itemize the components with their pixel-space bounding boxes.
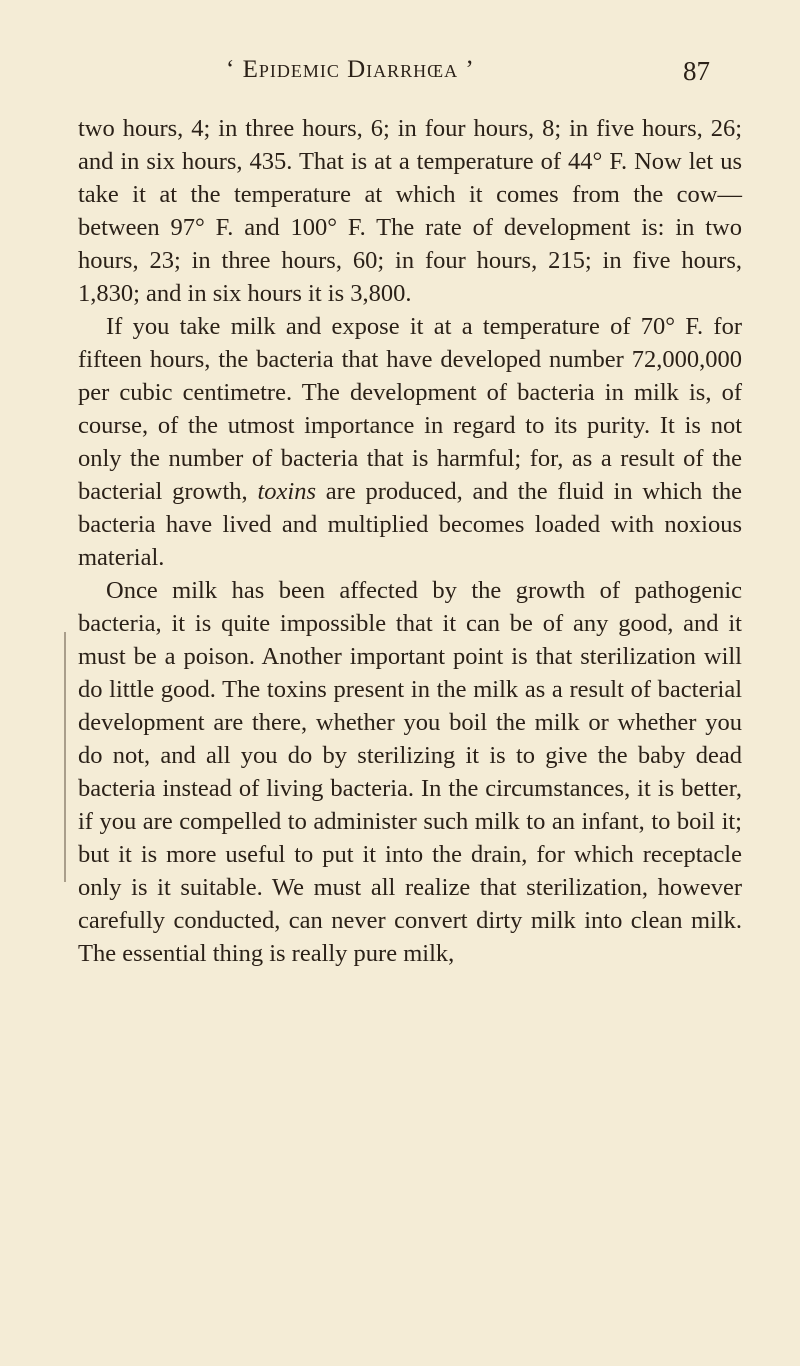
paragraph-2: [78, 310, 742, 574]
paragraph-2-part-2: are produced, and the fluid in which the bacteria have lived and multiplied becomes loaded with noxious material.: [78, 478, 742, 571]
running-head: [0, 56, 800, 96]
paragraph-2-part-1: If you take milk and expose it at a temperature of 70° F. for fifteen hours, the bacteria that have developed number 72,000,000 per cubic centimetre. The development of bacteria in milk is, of course, of the utmost importance in regard to its purity. It is not only the number of bacteria that is harmful; for, as a result of the bacterial growth,: [78, 313, 742, 505]
page-number: 87: [683, 56, 710, 86]
italic-word-toxins: toxins: [257, 478, 316, 505]
margin-binding-line: [64, 632, 66, 882]
running-title: ‘ Epidemic Diarrhœa ’: [226, 56, 475, 83]
paragraph-3: Once milk has been affected by the growth of pathogenic bacteria, it is quite impossible that it can be of any good, and it must be a poison. Another important point is that sterilization will do little good. The toxins present in the milk as a result of bacterial development are there, whether you boil the milk or whether you do not, and all you do by sterilizing it is to give the baby dead bacteria instead of living bacteria. In the circumstances, it is better, if you are compelled to administer such milk to an infant, to boil it; but it is more useful to put it into the drain, for which receptacle only is it suitable. We must all realize that sterilization, however carefully conducted, can never convert dirty milk into clean milk. The essential thing is really pure milk,: [78, 577, 742, 967]
paragraph-1: two hours, 4; in three hours, 6; in four hours, 8; in five hours, 26; and in six hours, 435. That is at a temperature of 44° F. Now let us take it at the temperature at which it comes from the cow— between 97° F. and 100° F. The rate of development is: in two hours, 23; in three hours, 60; in four hours, 215; in five hours, 1,830; and in six hours it is 3,800.: [78, 115, 742, 307]
body-text: [78, 112, 742, 970]
